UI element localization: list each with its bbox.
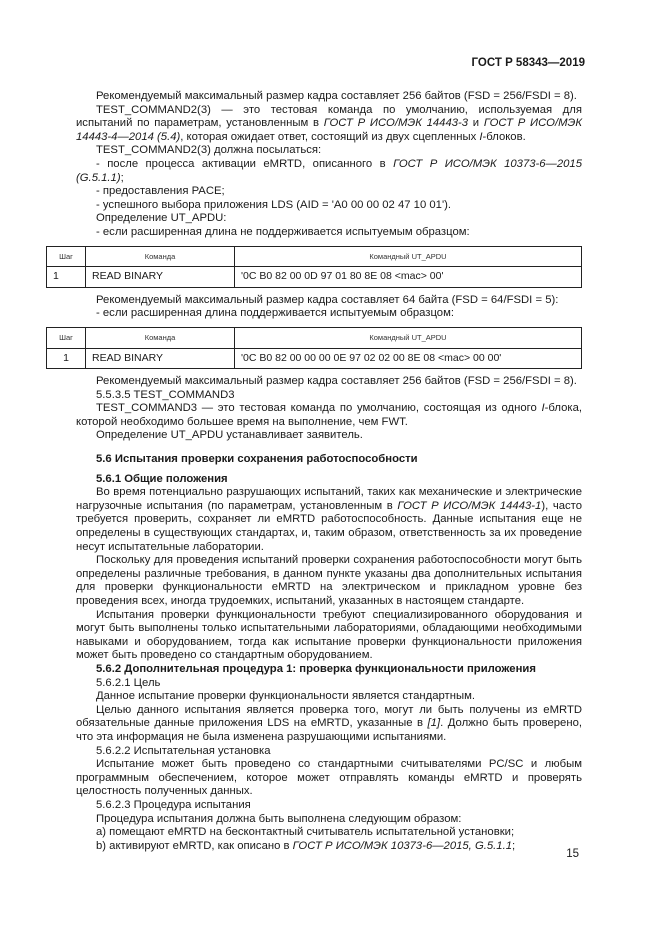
- standard-reference: ГОСТ Р ИСО/МЭК 10373-6—2015 (G.5.1.1): [76, 157, 582, 184]
- paragraph: Определение UT_APDU:: [96, 212, 227, 225]
- paragraph: Данное испытание проверки функциональности является стандартным.: [96, 690, 475, 703]
- section-heading: 5.6.2.2 Испытательная установка: [96, 744, 271, 757]
- cell-apdu: '0C B0 82 00 00 00 0E 97 02 02 00 8E 08 <mac> 00 00': [235, 348, 582, 369]
- paragraph: Рекомендуемый максимальный размер кадра составляет 256 байтов (FSD = 256/FSDI = 8).: [96, 90, 577, 102]
- list-item: - если расширенная длина не поддерживается испытуемым образцом:: [96, 225, 470, 238]
- paragraph: Испытания проверки функциональности требуют специализированного оборудования и могут быть выполнены только испытательными лабораториями, обладающими необходимыми навыками и оборудованием, тогда как испытание проверки функциональности приложения может быть проведено со стандартным оборудованием.: [76, 608, 582, 662]
- paragraph: TEST_COMMAND2(3) — это тестовая команда по умолчанию, используемая для испытаний по параметрам, установленным в ГОСТ Р ИСО/МЭК 14443-3 и ГОСТ Р ИСО/МЭК 14443-4—2014 (5.4), которая ожидает ответ, состоящий из двух сцепленных I-блоков.: [76, 103, 582, 143]
- table-header-row: [47, 246, 582, 267]
- section-heading: 5.6.2.3 Процедура испытания: [96, 798, 251, 811]
- document-body: [53, 90, 582, 853]
- column-header-apdu: Командный UT_APDU: [235, 327, 582, 348]
- page-number: 15: [566, 848, 579, 860]
- list-item: - после процесса активации eMRTD, описанного в ГОСТ Р ИСО/МЭК 10373-6—2015 (G.5.1.1);: [76, 157, 582, 184]
- column-header-step: Шаг: [47, 327, 86, 348]
- paragraph: Поскольку для проведения испытаний проверки сохранения работоспособности могут быть определены различные требования, в данном пункте указаны два дополнительных испытания для проверки функциональности eMRTD на электрическом и прикладном уровне без проведения всех, иногда трудоемких, испытаний, указанных в настоящем стандарте.: [76, 554, 582, 607]
- paragraph: Рекомендуемый максимальный размер кадра составляет 64 байта (FSD = 64/FSDI = 5):: [96, 293, 559, 306]
- paragraph: Целью данного испытания является проверка того, могут ли быть получены из eMRTD обязательные данные приложения LDS на eMRTD, указанные в [1]. Должно быть проверено, что эта информация не была изменена разрушающими испытаниями.: [76, 703, 582, 743]
- cell-apdu: '0C B0 82 00 0D 97 01 80 8E 08 <mac> 00': [235, 267, 582, 288]
- standard-reference: ГОСТ Р ИСО/МЭК 14443-4—2014 (5.4): [76, 117, 582, 143]
- table-row: [47, 348, 582, 369]
- column-header-command: Команда: [86, 327, 235, 348]
- table-header-row: [47, 327, 582, 348]
- table-row: [47, 267, 582, 288]
- paragraph: Рекомендуемый максимальный размер кадра составляет 256 байтов (FSD = 256/FSDI = 8).: [96, 375, 577, 388]
- list-item: - если расширенная длина поддерживается испытуемым образцом:: [96, 307, 454, 320]
- paragraph: Процедура испытания должна быть выполнена следующим образом:: [96, 812, 462, 825]
- section-heading: 5.6.2 Дополнительная процедура 1: проверка функциональности приложения: [96, 662, 536, 675]
- cell-step: 1: [47, 267, 86, 288]
- bibliography-reference: [1]: [427, 717, 441, 730]
- paragraph: Испытание может быть проведено со стандартными считывателями PC/SC и любым программным обеспечением, которое может отправлять команды eMRTD и проверять целостность полученных данных.: [76, 758, 582, 798]
- column-header-step: Шаг: [47, 246, 86, 267]
- list-item: а) помещают eMRTD на бесконтактный считыватель испытательной установки;: [96, 826, 515, 839]
- paragraph: TEST_COMMAND2(3) должна посылаться:: [96, 144, 322, 157]
- column-header-apdu: Командный UT_APDU: [235, 246, 582, 267]
- paragraph: Определение UT_APDU устанавливает заявитель.: [96, 429, 363, 442]
- list-item: - успешного выбора приложения LDS (AID = 'A0 00 00 02 47 10 01').: [96, 198, 451, 211]
- document-header: ГОСТ Р 58343—2019: [471, 57, 585, 69]
- standard-reference: ГОСТ Р ИСО/МЭК 10373-6—2015, G.5.1.1: [292, 839, 513, 852]
- section-heading: 5.6 Испытания проверки сохранения работоспособности: [96, 453, 418, 466]
- cell-step: 1: [47, 348, 86, 369]
- paragraph: Во время потенциально разрушающих испытаний, таких как механические и электрические нагрузочные испытания (по параметрам, установленным в ГОСТ Р ИСО/МЭК 14443-1), часто требуется проверить, сохраняет ли eMRTD работоспособность. Данные испытания еще не определены в существующих стандартах, и, таким образом, ответственность за их проведение несут испытательные лаборатории.: [76, 486, 582, 553]
- column-header-command: Команда: [86, 246, 235, 267]
- section-heading: 5.6.2.1 Цель: [96, 676, 161, 689]
- cell-command: READ BINARY: [86, 348, 235, 369]
- apdu-table-1: [46, 246, 582, 288]
- standard-reference: ГОСТ Р ИСО/МЭК 14443-3: [323, 117, 469, 130]
- paragraph: TEST_COMMAND3 — это тестовая команда по умолчанию, состоящая из одного I-блока, которой необходимо большее время на выполнение, чем FWT.: [76, 402, 582, 428]
- section-heading: 5.5.3.5 TEST_COMMAND3: [96, 388, 235, 401]
- list-item: - предоставления PACE;: [96, 185, 225, 198]
- cell-command: READ BINARY: [86, 267, 235, 288]
- standard-reference: ГОСТ Р ИСО/МЭК 14443-1: [397, 499, 542, 512]
- apdu-table-2: [46, 327, 582, 369]
- section-heading: 5.6.1 Общие положения: [96, 472, 228, 485]
- list-item: b) активируют eMRTD, как описано в ГОСТ Р ИСО/МЭК 10373-6—2015, G.5.1.1;: [96, 839, 516, 852]
